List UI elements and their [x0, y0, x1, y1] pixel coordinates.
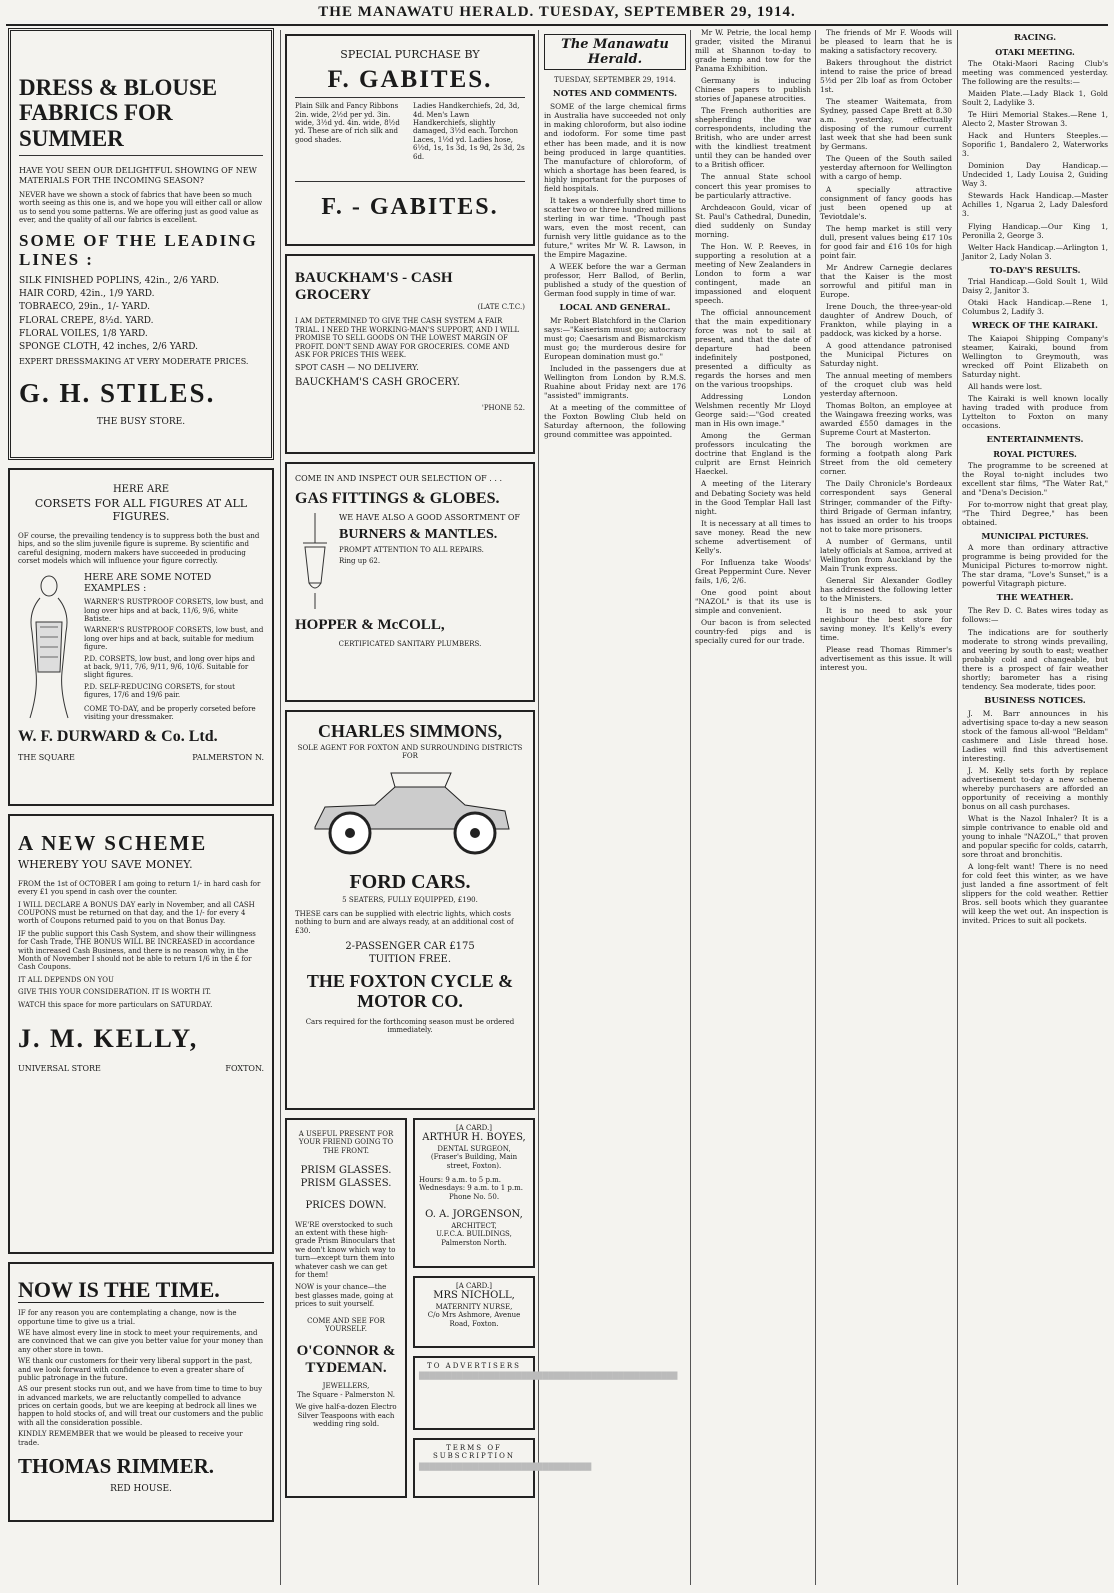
- article-paragraph: The French authorities are shepherding the war correspondents, including the British, who are under arrest with the kindliest treatment until they can be handed over to a British officer.: [695, 106, 811, 170]
- simmons-co: THE FOXTON CYCLE & MOTOR CO.: [306, 971, 514, 1011]
- kelly-left: UNIVERSAL STORE: [18, 1063, 101, 1073]
- durward-example: P.D. CORSETS, low bust, and long over hips and at back, 9/11, 7/6, 9/11, 9/6, 10/6. Suitable for slight figures.: [84, 654, 255, 680]
- simmons-two: 2-PASSENGER CAR £175: [345, 941, 475, 953]
- herald-date: TUESDAY, SEPTEMBER 29, 1914.: [554, 76, 676, 84]
- article-paragraph: Mr Robert Blatchford in the Clarion says:—"Kaiserism must go; autocracy must go; Caesarism and Bismarckism must go; the murderous desire for European domination must go.": [544, 316, 686, 362]
- list-item: FLORAL VOILES, 1/8 YARD.: [19, 328, 148, 339]
- article-paragraph: A WEEK before the war a German professor, Herr Ballod, of Berlin, published a study of the question of German food supply in time of war.: [544, 261, 686, 299]
- article-paragraph: The Queen of the South sailed yesterday afternoon for Wellington with a cargo of hemp.: [820, 154, 952, 182]
- article-paragraph: Irene Douch, the three-year-old daughter of Andrew Douch, of Frankton, while playing in a paddock, was kicked by a horse.: [820, 301, 952, 338]
- article-paragraph: One good point about "NAZOL" is that its use is simple and convenient.: [695, 587, 811, 615]
- rimmer-name: THOMAS RIMMER.: [18, 1454, 214, 1479]
- oconnor-come: COME AND SEE FOR YOURSELF.: [307, 1316, 385, 1333]
- municipal-heading: MUNICIPAL PICTURES.: [981, 531, 1089, 542]
- ford-car-icon: [295, 767, 525, 863]
- article-paragraph: It is no need to ask your neighbour the best store for saving money. It's Kelly's every time.: [820, 605, 952, 642]
- article-paragraph: Please read Thomas Rimmer's advertisement as this issue. It will interest you.: [820, 644, 952, 673]
- stiles-sub: THE BUSY STORE.: [96, 417, 186, 428]
- article-paragraph: The Otaki-Maori Racing Club's meeting was commenced yesterday. The following are the results:—: [962, 59, 1108, 87]
- list-item: SPONGE CLOTH, 42 inches, 2/6 YARD.: [19, 342, 199, 353]
- article-paragraph: The programme to be screened at the Royal to-night includes two excellent star films, "The Water Rat," and "Dena's Decision.": [962, 461, 1108, 498]
- gabites-handkerchiefs: Ladies Handkerchiefs, 2d, 3d, 4d. Men's Lawn Handkerchiefs, slightly damaged, 3½d each. Torchon Laces, 1½d yd. Ladies hose, 6½d, 1s, 1s 3d, 1s 9d, 2s 3d, 2s 6d.: [413, 102, 525, 161]
- column-rule: [280, 30, 281, 1585]
- masthead-rule: [6, 24, 1108, 26]
- article-paragraph: A good attendance patronised the Municipal Pictures on Saturday night.: [820, 341, 952, 369]
- bauckham-title: BAUCKHAM'S - CASH GROCERY: [295, 270, 453, 303]
- article-paragraph: The annual State school concert this year promises to be particularly attractive.: [695, 172, 811, 200]
- gabites-head: SPECIAL PURCHASE BY: [340, 48, 480, 61]
- article-paragraph: Thomas Bolton, an employee at the Waingawa freezing works, was awarded £550 damages in the Supreme Court at Masterton.: [820, 401, 952, 438]
- durward-cta: COME TO-DAY, and be properly corseted before visiting your dressmaker.: [84, 704, 256, 721]
- article-paragraph: A long-felt want! There is no need for cold feet this winter, as we have just landed a fine assortment of felt slippers for the cold weather. Rettier Bros. sell boots which they guarantee will keep the wet out. An inspection is invited. Prices to suit all pockets.: [962, 862, 1108, 926]
- hopper-have: WE HAVE ALSO A GOOD ASSORTMENT OF: [339, 513, 520, 523]
- column-6: [962, 28, 1108, 1587]
- hopper-sub: CERTIFICATED SANITARY PLUMBERS.: [338, 639, 482, 648]
- stiles-dressmaking: EXPERT DRESSMAKING AT VERY MODERATE PRICES.: [19, 357, 249, 367]
- article-paragraph: The Daily Chronicle's Bordeaux correspondent says General Stringer, commander of the Fifty-third Brigade of German infantry, has issued an order to his troops not to take more prisoners.: [820, 479, 952, 534]
- article-paragraph: A number of Germans, until lately officials at Samoa, arrived at Wellington from Auckland by the Main Trunk express.: [820, 536, 952, 573]
- column-5: [820, 28, 952, 1587]
- rimmer-title: NOW IS THE TIME.: [18, 1278, 264, 1303]
- simmons-name: CHARLES SIMMONS,: [317, 721, 503, 741]
- notes-heading: NOTES AND COMMENTS.: [552, 89, 678, 100]
- durward-right: PALMERSTON N.: [192, 753, 264, 763]
- subscription-notice: TERMS OF SUBSCRIPTION ████████████████████████████████: [413, 1438, 535, 1498]
- article-paragraph: It is necessary at all times to save money. Read the new scheme advertisement of Kelly's.: [695, 518, 811, 555]
- race-result: Maiden Plate.—Lady Black 1, Gold Soult 2, Ladylike 3.: [962, 89, 1108, 108]
- hopper-burners: BURNERS & MANTLES.: [339, 526, 498, 542]
- kelly-p3: IF the public support this Cash System, and show their willingness for Cash Trade, THE BONUS WILL BE INCREASED in accordance with increased Cash Business, and there is no reason why, in the Month of November I should not be able to return 1/6 in the £ for Cash Coupons.: [18, 929, 256, 972]
- bauckham-phone: 'PHONE 52.: [481, 403, 525, 412]
- article-paragraph: Mr W. Petrie, the local hemp grader, visited the Miranui mill at Shannon to-day to grade hemp and tow for the Panama Exhibition.: [695, 28, 811, 74]
- boyes-card: [413, 1118, 535, 1268]
- race-result: Flying Handicap.—Our King 1, Peronilla 2, George 3.: [962, 221, 1108, 240]
- race-result: Hack and Hunters Steeples.—Soporific 1, Bandalero 2, Waterworks 3.: [962, 131, 1108, 159]
- stiles-items: [19, 276, 263, 354]
- bauckham-late: (LATE C.T.C.): [477, 303, 525, 311]
- list-item: SILK FINISHED POPLINS, 42in., 2/6 YARD.: [19, 275, 219, 286]
- gabites-ribbons: Plain Silk and Fancy Ribbons 2in. wide, 2½d per yd. 3in. wide, 3½d yd. 4in. wide, 8½d yd. These are of rich silk and good shades.: [295, 102, 400, 144]
- stiles-body: NEVER have we shown a stock of fabrics that have been so much worth seeing as this one is, and we hope you will either call or allow us to send you some patterns. We are offering just as good value as ever, and the quality of all our fabrics is excellent.: [19, 190, 263, 225]
- local-heading: LOCAL AND GENERAL.: [559, 303, 671, 314]
- stiles-name: G. H. STILES.: [19, 378, 216, 409]
- oconnor-now: NOW is your chance—the best glasses made, going at prices to suit yourself.: [295, 1283, 394, 1309]
- nicholl-nurse: MATERNITY NURSE,: [435, 1302, 513, 1311]
- durward-body: OF course, the prevailing tendency is to suppress both the bust and hips, and so the slim juvenile figure is supreme. By scientific and careful designing, modern makers have succeeded in producing corset models which will influence your figure correctly.: [18, 532, 260, 566]
- nicholl-card: [413, 1276, 535, 1348]
- race-result: Dominion Day Handicap.—Undecided 1, Lady Louisa 2, Guiding Way 3.: [962, 161, 1108, 189]
- boyes-dental: DENTAL SURGEON,: [437, 1144, 511, 1153]
- article-paragraph: Among the German professors inculcating the doctrine that England is the culprit are Ernst Heinrich Haeckel.: [695, 431, 811, 477]
- kelly-p5: GIVE THIS YOUR CONSIDERATION. IT IS WORTH IT.: [18, 988, 211, 997]
- durward-example: WARNER'S RUSTPROOF CORSETS, low bust, and long over hips and at back, suitable for medium figure.: [84, 626, 264, 652]
- herald-title: The Manawatu Herald.: [544, 34, 686, 70]
- article-paragraph: The Hon. W. P. Reeves, in supporting a resolution at a meeting of New Zealanders in London to form a war contingent, made an impassioned and eloquent speech.: [695, 241, 811, 305]
- jorgenson-name: O. A. JORGENSON,: [425, 1209, 523, 1221]
- race-result: Te Hiiri Memorial Stakes.—Rene 1, Alecto 2, Master Strowan 3.: [962, 110, 1108, 129]
- article-paragraph: The borough workmen are forming a footpath along Park Street from the old cemetery corner.: [820, 440, 952, 477]
- oconnor-ad: [285, 1118, 407, 1498]
- gabites-ad: [285, 34, 535, 246]
- rimmer-p3: WE thank our customers for their very liberal support in the past, and we look forward with confidence to even a greater share of public patronage in the future.: [18, 1357, 253, 1382]
- kelly-p6: WATCH this space for more particulars on SATURDAY.: [18, 1000, 213, 1009]
- race-result: Otaki Hack Handicap.—Rene 1, Columbus 2, Ladify 3.: [962, 297, 1108, 316]
- oconnor-jewellers: JEWELLERS,: [322, 1382, 370, 1391]
- royal-heading: ROYAL PICTURES.: [993, 449, 1077, 460]
- jorgenson-addr: U.F.C.A. BUILDINGS, Palmerston North.: [436, 1230, 512, 1247]
- durward-head1: HERE ARE: [112, 484, 170, 495]
- kelly-title: A NEW SCHEME: [18, 831, 208, 855]
- oconnor-useful: A USEFUL PRESENT FOR YOUR FRIEND GOING TO THE FRONT.: [298, 1130, 394, 1155]
- article-paragraph: What is the Nazol Inhaler? It is a simple contrivance to enable old and young to inhale "NAZOL," that proven and popular specific for colds, catarrh, sore throat and bronchitis.: [962, 814, 1108, 860]
- subscription-title: TERMS OF SUBSCRIPTION: [432, 1444, 516, 1461]
- card-tag: [A CARD.]: [455, 1282, 492, 1290]
- simmons-seats: 5 SEATERS, FULLY EQUIPPED, £190.: [342, 895, 478, 904]
- hopper-gas: GAS FITTINGS & GLOBES.: [295, 489, 500, 507]
- kelly-right: FOXTON.: [225, 1063, 264, 1073]
- durward-ad: [8, 468, 274, 806]
- kelly-p2: I WILL DECLARE A BONUS DAY early in November, and all CASH COUPONS must be returned on that day, and the 1/- for every 4 worth of Coupons returned paid to you on that Bonus Day.: [18, 900, 255, 926]
- column-rule: [815, 30, 816, 1585]
- article-paragraph: General Sir Alexander Godley has addressed the following letter to the Ministers.: [820, 575, 952, 603]
- rimmer-sub: RED HOUSE.: [110, 1484, 172, 1495]
- column-3-editorial: [544, 28, 686, 1587]
- simmons-body: THESE cars can be supplied with electric lights, which costs nothing to burn and are always ready, at an additional cost of £30.: [295, 909, 514, 935]
- article-paragraph: At a meeting of the committee of the Foxton Bowling Club held on Saturday afternoon, the following ground committee was appointed.: [544, 403, 686, 440]
- hopper-prompt: PROMPT ATTENTION TO ALL REPAIRS.: [339, 546, 484, 555]
- gabites-foot: F. - GABITES.: [321, 193, 499, 220]
- article-paragraph: The Rev D. C. Bates wires today as follows:—: [962, 606, 1108, 625]
- list-item: FLORAL CREPE, 8½d. YARD.: [19, 315, 154, 326]
- article-paragraph: A more than ordinary attractive programme is being provided for the Municipal Pictures to-morrow night. The star drama, "Love's Sunset," is a powerful Vitagraph picture.: [962, 543, 1108, 589]
- weather-heading: THE WEATHER.: [996, 593, 1074, 604]
- column-4: [695, 28, 811, 1587]
- boyes-addr: (Fraser's Building, Main street, Foxton).: [430, 1153, 518, 1170]
- race-result: Trial Handicap.—Gold Soult 1, Wild Daisy 2, Janitor 3.: [962, 276, 1108, 295]
- oconnor-down: PRICES DOWN.: [305, 1200, 387, 1212]
- article-paragraph: Addressing London Welshmen recently Mr Lloyd George said:—"God created man in His own image.": [695, 392, 811, 429]
- article-paragraph: Mr Andrew Carnegie declares that the Kaiser is the most sorrowful and pitiful man in Europe.: [820, 262, 952, 299]
- article-paragraph: J. M. Kelly sets forth by replace advertisement to-day a new scheme whereby purchasers are afforded an opportunity of receiving a monthly bonus on all cash purchases.: [962, 765, 1108, 812]
- stiles-ad: [8, 28, 274, 460]
- column-rule: [538, 30, 539, 1585]
- article-paragraph: The hemp market is still very dull, present values being £17 10s for good fair and £16 10s for high point fair.: [820, 223, 952, 260]
- article-paragraph: A specially attractive consignment of fancy goods has just been opened up at Teviotdale's.: [820, 184, 952, 221]
- article-paragraph: SOME of the large chemical firms in Australia have succeeded not only in making chloroform, but also iodine and iodoform. For some time past ether has been made, and it is now being produced in large quantities. The manufacture of chloroform, of which a shortage has been feared, is highly important for the purposes of field hospitals.: [544, 102, 686, 193]
- simmons-ford: FORD CARS.: [349, 870, 471, 893]
- cards-column: [413, 1118, 678, 1506]
- rimmer-p2: WE have almost every line in stock to meet your requirements, and are convinced that we can give you better value for your money than any other store in town.: [18, 1328, 264, 1354]
- article-paragraph: The steamer Waitemata, from Sydney, passed Cape Brett at 8.30 a.m. yesterday, effectually disposing of the rumour current last week that she had been sunk by Germans.: [820, 97, 952, 152]
- durward-name: W. F. DURWARD & Co. Ltd.: [18, 727, 218, 745]
- article-paragraph: Our bacon is from selected country-fed pigs and is specially cured for our trade.: [695, 617, 811, 645]
- article-paragraph: For Influenza take Woods' Great Peppermint Cure. Never fails, 1/6, 2/6.: [695, 557, 811, 585]
- oconnor-give: We give half-a-dozen Electro Silver Teaspoons with each wedding ring sold.: [295, 1403, 397, 1428]
- article-paragraph: Included in the passengers due at Wellington from London by R.M.S. Ruahine about Friday next are 176 "assisted" immigrants.: [544, 364, 686, 401]
- bauckham-body: I AM DETERMINED TO GIVE THE CASH SYSTEM A FAIR TRIAL. I NEED THE WORKING-MAN'S SUPPORT, AND I WILL PROMISE TO SELL GOODS ON THE LOWEST MARGIN OF PROFIT. DON'T SEND AWAY FOR GROCERIES. COME AND ASK FOR PRICES THIS WEEK.: [295, 317, 520, 359]
- article-paragraph: Germany is inducing Chinese papers to publish stories of Japanese atrocities.: [695, 76, 811, 104]
- article-paragraph: The Kairaki is well known locally having traded with produce from Lyttelton to Foxton on many occasions.: [962, 393, 1108, 431]
- rimmer-p4: AS our present stocks run out, and we have from time to time to buy in advanced markets, we are reluctantly compelled to advance prices on certain goods, but we are keeping at bedrock all lines we happen to hold stocks of, and will treat our customers and the public with all the consideration possible.: [18, 1385, 264, 1427]
- article-paragraph: The indications are for southerly moderate to strong winds prevailing, and veering by south to east; weather probably cold and changeable, but there is a prospect of fair weather shortly; barometer has a rising tendency. Sea moderate, tides poor.: [962, 627, 1108, 691]
- simmons-tuition: TUITION FREE.: [368, 953, 452, 965]
- article-paragraph: Bakers throughout the district intend to raise the price of bread 5½d per 2lb loaf as from October 1st.: [820, 58, 952, 95]
- oconnor-body: WE'RE overstocked to such an extent with these high-grade Prism Binoculars that we don't know which way to turn—except turn them into whatever cash we can get for them!: [295, 1220, 396, 1280]
- hopper-name: HOPPER & McCOLL,: [295, 617, 445, 634]
- simmons-agent: SOLE AGENT FOR FOXTON AND SURROUNDING DISTRICTS FOR: [297, 743, 523, 761]
- today-heading: TO-DAY'S RESULTS.: [989, 264, 1081, 275]
- kelly-p1: FROM the 1st of OCTOBER I am going to return 1/- in hard cash for every £1 you spend in cash over the counter.: [18, 879, 261, 897]
- article-paragraph: The friends of Mr F. Woods will be pleased to learn that he is making a satisfactory recovery.: [820, 28, 952, 56]
- masthead: THE MANAWATU HERALD. TUESDAY, SEPTEMBER 29, 1914.: [318, 4, 796, 20]
- advertisers-title: TO ADVERTISERS: [427, 1362, 521, 1370]
- article-paragraph: The Kaiapoi Shipping Company's steamer, Kairaki, bound from Wellington to Greymouth, was wrecked off Point Elizabeth on Saturday night.: [962, 333, 1108, 379]
- oconnor-prism: PRISM GLASSES. PRISM GLASSES.: [300, 1165, 392, 1189]
- stiles-lines-heading: SOME OF THE LEADING LINES :: [19, 231, 258, 270]
- article-paragraph: The annual meeting of members of the croquet club was held yesterday afternoon.: [820, 371, 952, 399]
- corset-figure-icon: [18, 572, 80, 722]
- bauckham-spot: SPOT CASH — NO DELIVERY.: [295, 363, 419, 373]
- gabites-name: F. GABITES.: [327, 65, 493, 93]
- nicholl-addr: C/o Mrs Ashmore, Avenue Road, Foxton.: [427, 1311, 521, 1328]
- racing-heading: RACING.: [1013, 33, 1057, 43]
- article-paragraph: It takes a wonderfully short time to scatter two or three hundred millions sterling in war time. "Though past wars, even the most recent, can furnish very little guidance as to the future," writes Mr W. R. Lawson, in the Empire Magazine.: [544, 195, 686, 259]
- kelly-name: J. M. KELLY,: [18, 1023, 199, 1053]
- bauckham-ad: [285, 254, 535, 454]
- simmons-foot: Cars required for the forthcoming season must be ordered immediately.: [305, 1017, 515, 1035]
- boyes-phone: Phone No. 50.: [448, 1192, 500, 1201]
- otaki-heading: OTAKI MEETING.: [995, 47, 1075, 57]
- advertisers-notice: TO ADVERTISERS ████████████████████████████████████████████████: [413, 1356, 535, 1430]
- rimmer-ad: [8, 1262, 274, 1522]
- gas-lamp-icon: [295, 513, 335, 613]
- kelly-sub: WHEREBY YOU SAVE MONEY.: [18, 858, 193, 872]
- stiles-intro: HAVE YOU SEEN OUR DELIGHTFUL SHOWING OF NEW MATERIALS FOR THE INCOMING SEASON?: [19, 165, 257, 185]
- business-heading: BUSINESS NOTICES.: [984, 695, 1086, 706]
- durward-head2: CORSETS FOR ALL FIGURES AT ALL FIGURES.: [34, 496, 248, 524]
- article-paragraph: The official announcement that the main expeditionary force was not to sail at present, and that the date of departure had been indefinitely postponed, presented a difficulty as regards the horses and men on the various troopships.: [695, 307, 811, 390]
- bauckham-name: BAUCKHAM'S CASH GROCERY.: [295, 377, 461, 389]
- card-tag: [A CARD.]: [455, 1124, 492, 1132]
- wreck-heading: WRECK OF THE KAIRAKI.: [972, 320, 1098, 331]
- oconnor-addr: The Square - Palmerston N.: [297, 1390, 395, 1399]
- rimmer-p1: IF for any reason you are contemplating a change, now is the opportune time to give us a trial.: [18, 1309, 237, 1326]
- article-paragraph: All hands were lost.: [968, 381, 1043, 391]
- kelly-ad: [8, 814, 274, 1254]
- race-result: Welter Hack Handicap.—Arlington 1, Janitor 2, Lady Nolan 3.: [962, 242, 1108, 261]
- article-paragraph: Archdeacon Gould, vicar of St. Paul's Cathedral, Dunedin, died suddenly on Sunday morning.: [695, 202, 811, 239]
- article-paragraph: J. M. Barr announces in his advertising space to-day a new season stock of the famous all-wool "Beldam" cashmere and Lisle thread hose. Ladies will find this advertisement interesting.: [962, 708, 1108, 763]
- hopper-head: COME IN AND INSPECT OUR SELECTION OF . . .: [295, 474, 502, 483]
- simmons-ad: [285, 710, 535, 1110]
- race-result: Stewards Hack Handicap.—Master Achilles 1, Ngarua 2, Lady Dalesford 3.: [962, 191, 1108, 219]
- article-paragraph: For to-morrow night that great play, "The Third Degree," has been obtained.: [962, 500, 1108, 528]
- list-item: HAIR CORD, 42in., 1/9 YARD.: [19, 289, 155, 300]
- column-rule: [690, 30, 691, 1585]
- durward-left: THE SQUARE: [18, 753, 75, 763]
- jorgenson-arch: ARCHITECT,: [451, 1221, 497, 1230]
- boyes-name: ARTHUR H. BOYES,: [422, 1132, 526, 1144]
- durward-example: P.D. SELF-REDUCING CORSETS, for stout figures, 17/6 and 19/6 pair.: [84, 682, 235, 700]
- list-item: TOBRAECO, 29in., 1/- YARD.: [19, 302, 150, 313]
- rimmer-p5: KINDLY REMEMBER that we would be pleased to receive your trade.: [18, 1430, 243, 1447]
- durward-example: WARNER'S RUSTPROOF CORSETS, low bust, and long over hips and at back, 11/6, 9/6, white Batiste.: [84, 598, 264, 624]
- column-rule: [957, 30, 958, 1585]
- nicholl-name: MRS NICHOLL,: [433, 1290, 515, 1302]
- hopper-ring: Ring up 62.: [339, 556, 381, 565]
- durward-examples: HERE ARE SOME NOTED EXAMPLES :: [84, 571, 212, 595]
- stiles-title: DRESS & BLOUSE FABRICS FOR SUMMER: [19, 75, 218, 151]
- article-paragraph: A meeting of the Literary and Debating Society was held in the Good Templar Hall last night.: [695, 479, 811, 516]
- boyes-hours: Hours: 9 a.m. to 5 p.m. Wednesdays: 9 a.m. to 1 p.m.: [419, 1176, 523, 1193]
- hopper-ad: [285, 462, 535, 702]
- entertainments-heading: ENTERTAINMENTS.: [986, 435, 1084, 446]
- kelly-p4: IT ALL DEPENDS ON YOU: [18, 975, 114, 984]
- column-1: [8, 28, 274, 1587]
- oconnor-name: O'CONNOR & TYDEMAN.: [296, 1343, 396, 1376]
